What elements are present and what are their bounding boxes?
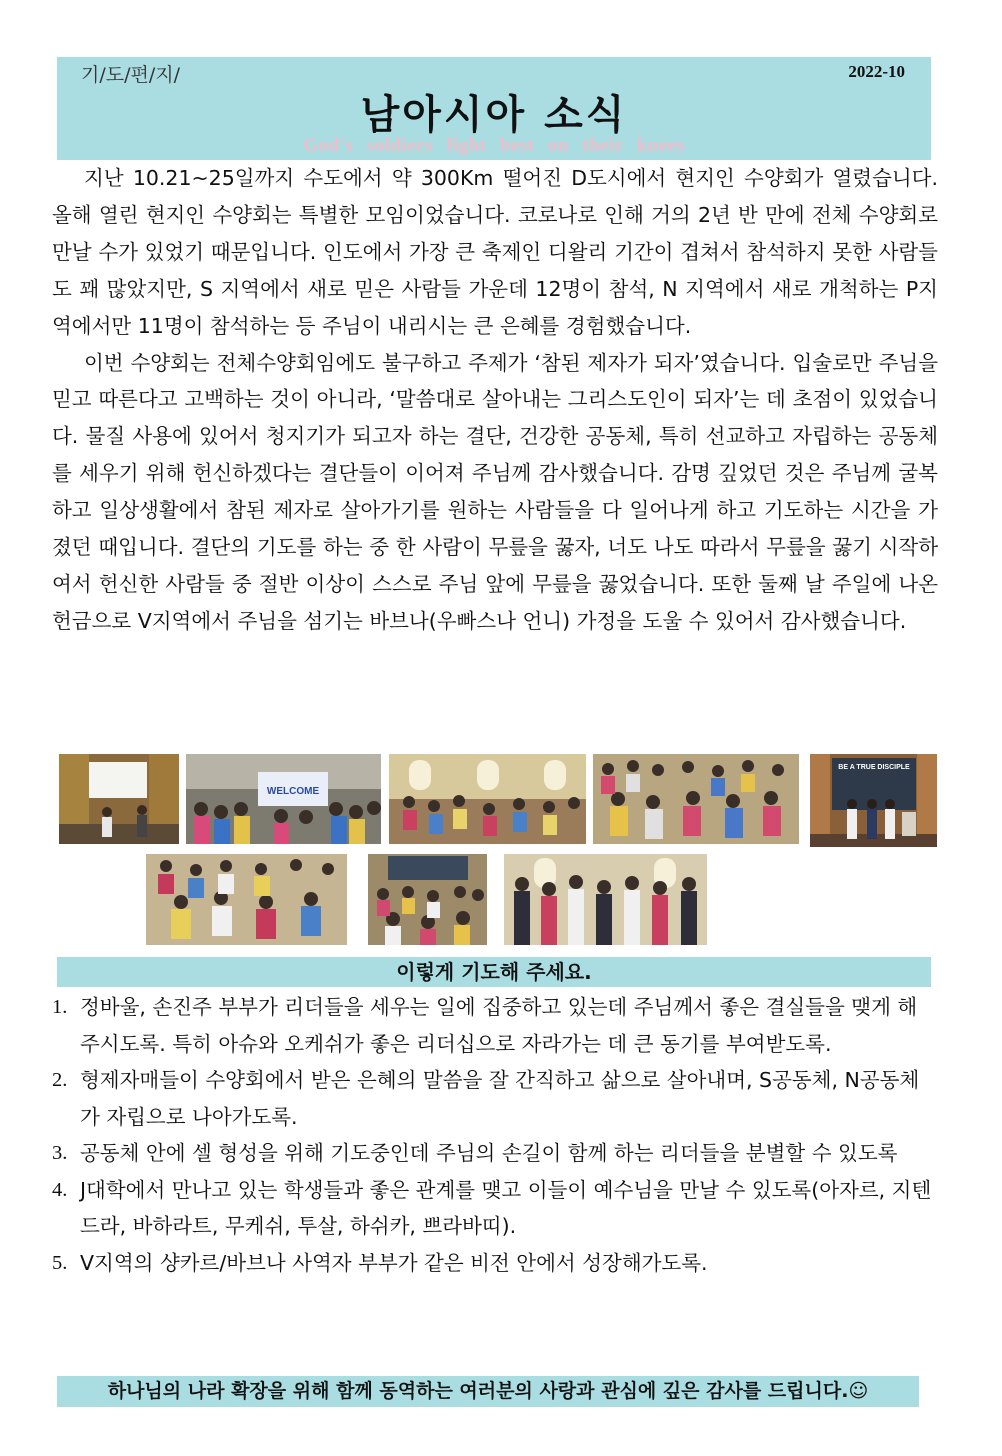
prayer-heading: 이렇게 기도해 주세요. [57, 957, 931, 987]
prayer-item-number: 3. [52, 1142, 68, 1164]
prayer-item-text: 정바울, 손진주 부부가 리더들을 세우는 일에 집중하고 있는데 주님께서 좋은 결실들을 맺게 해주시도록. 특히 아슈와 오케쉬가 좋은 리더십으로 자라가는 데 큰 동기를 부여받도록. [80, 995, 918, 1056]
prayer-item-text: V지역의 샹카르/바브나 사역자 부부가 같은 비전 안에서 성장해가도록. [80, 1250, 708, 1275]
welcome-banner-text: WELCOME [266, 786, 320, 797]
paragraph-1: 지난 10.21~25일까지 수도에서 약 300Km 떨어진 D도시에서 현지인 수양회가 열렸습니다. 올해 열린 현지인 수양회는 특별한 모임이었습니다. 코로나로 인해 거의 2년 반 만에 전체 수양회로 만날 수가 있었기 때문입니다. 인도에서 가장 큰 축제인 디왈리 기간이 겹쳐서 참석하지 못한 사람들도 꽤 많았지만, S 지역에서 새로 믿은 사람들 가운데 12명이 참석, N 지역에서 새로 개척하는 P지역에서만 11명이 참석하는 등 주님이 내리시는 큰 은혜를 경험했습니다. [52, 166, 938, 338]
prayer-item-number: 2. [52, 1069, 68, 1091]
prayer-item-text: 형제자매들이 수양회에서 받은 은혜의 말씀을 잘 간직하고 삶으로 살아내며, S공동체, N공동체가 자립으로 나아가도록. [80, 1068, 920, 1129]
photo-audience [368, 854, 487, 945]
prayer-item [52, 1062, 932, 1135]
prayer-item [52, 989, 932, 1062]
issue-date: 2022-10 [848, 62, 905, 81]
prayer-item-text: 공동체 안에 셀 형성을 위해 기도중인데 주님의 손길이 함께 하는 리더들을 분별할 수 있도록 [80, 1141, 898, 1165]
series-label: 기/도/편/지/ [81, 64, 181, 86]
motto: God's soldiers fight best on their knees [303, 135, 685, 156]
photo-seated-crowd [593, 754, 799, 844]
prayer-list [52, 989, 932, 1281]
disciple-banner-text: BE A TRUE DISCIPLE [838, 764, 910, 771]
header-banner [57, 57, 931, 160]
prayer-item [52, 1172, 932, 1245]
prayer-item-number: 4. [52, 1178, 68, 1201]
photo-hall-gathering [389, 754, 586, 844]
photo-standing-worship [504, 854, 707, 945]
page-title: 남아시아 소식 [360, 92, 628, 138]
footer-thanks: 하나님의 나라 확장을 위해 함께 동역하는 여러분의 사랑과 관심에 깊은 감사를 드립니다.☺ [57, 1376, 919, 1407]
photo-floor-prayer [146, 854, 347, 945]
prayer-item-number: 5. [52, 1251, 68, 1274]
prayer-item [52, 1135, 932, 1172]
photo-welcome-crowd [186, 754, 381, 844]
prayer-item-number: 1. [52, 996, 68, 1018]
prayer-item-text: J대학에서 만나고 있는 학생들과 좋은 관계를 맺고 이들이 예수님을 만날 수 있도록(아자르, 지텐드라, 바하라트, 무케쉬, 투살, 하쉬카, 쁘라바띠). [80, 1177, 932, 1238]
body-text [52, 160, 938, 640]
photo-speaker [59, 754, 179, 844]
prayer-item [52, 1245, 932, 1282]
photo-true-disciple-stage [810, 754, 937, 847]
paragraph-2: 이번 수양회는 전체수양회임에도 불구하고 주제가 ‘참된 제자가 되자’였습니다. 입술로만 주님을 믿고 따른다고 고백하는 것이 아니라, ‘말씀대로 살아내는 그리스도인이 되자’는 데 초점이 있었습니다. 물질 사용에 있어서 청지기가 되고자 하는 결단, 건강한 공동체, 특히 선교하고 자립하는 공동체를 세우기 위해 헌신하겠다는 결단들이 이어져 주님께 감사했습니다. 감명 깊었던 것은 주님께 굴복하고 일상생활에서 참된 제자로 살아가기를 원하는 사람들을 다 일어나게 하고 기도하는 시간을 가졌던 때입니다. 결단의 기도를 하는 중 한 사람이 무릎을 꿇자, 너도 나도 따라서 무릎을 꿇기 시작하여서 헌신한 사람들 중 절반 이상이 스스로 주님 앞에 무릎을 꿇었습니다. 또한 둘째 날 주일에 나온 헌금으로 V지역에서 주님을 섬기는 바브나(우빠스나 언니) 가정을 도울 수 있어서 감사했습니다. [52, 350, 938, 633]
